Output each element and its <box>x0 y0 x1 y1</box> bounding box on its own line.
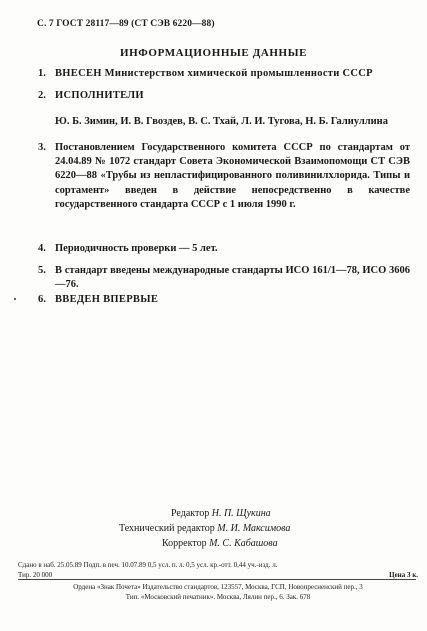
scan-speck <box>14 298 16 300</box>
editor-name: Н. П. Щукина <box>211 508 271 519</box>
item-number: 3. <box>38 142 46 153</box>
list-item-4 <box>38 242 410 256</box>
tech-editor-name: М. И. Максимова <box>217 523 291 534</box>
tech-editor-label: Технический редактор <box>119 523 215 534</box>
item-text: В стандарт введены международные стандарты ИСО 161/1—78, ИСО 3606—76. <box>55 265 410 290</box>
corrector-line <box>162 536 278 551</box>
corrector-name: М. С. Кабашова <box>209 538 278 549</box>
list-item-3 <box>38 141 410 212</box>
list-item-1 <box>38 67 410 81</box>
editor-label: Редактор <box>171 508 210 519</box>
publisher-info <box>18 582 418 602</box>
item-text: Постановлением Государственного комитета СССР по стандартам от 24.04.89 № 1072 стандарт Совета Экономической Взаимопомощи СТ СЭВ 6220—88 «Трубы из непластифицированного поливинилхлорида. Типы и сортамент» введен в действие непосредственно в качестве государственного стандарта СССР с 1 июля 1990 г. <box>55 142 410 210</box>
divider <box>18 579 416 580</box>
executors-list: Ю. Б. Зимин, И. В. Гвоздев, В. С. Тхай, Л. И. Тугова, Н. Б. Галиуллина <box>55 116 388 127</box>
printer-line: Тип. «Московский печатник». Москва, Лялин пер., 6. Зак. 678 <box>125 593 311 601</box>
item-number: 5. <box>38 265 46 276</box>
publisher-line: Ордена «Знак Почета» Издательство стандартов, 123557, Москва, ГСП, Новопресненский пер., 3 <box>73 583 363 591</box>
price: Цена 3 к. <box>389 571 418 579</box>
section-title: ИНФОРМАЦИОННЫЕ ДАННЫЕ <box>119 47 308 59</box>
item-number: 4. <box>38 243 46 254</box>
corrector-label: Корректор <box>162 538 207 549</box>
list-item-6 <box>38 293 410 307</box>
item-number: 2. <box>38 90 46 101</box>
list-item-5 <box>38 264 410 292</box>
page-header: С. 7 ГОСТ 28117—89 (СТ СЭВ 6220—88) <box>37 19 215 29</box>
tech-editor-line <box>119 521 290 536</box>
item-number: 1. <box>38 68 46 79</box>
item-text: ВВЕДЕН ВПЕРВЫЕ <box>55 294 159 305</box>
item-text: ВНЕСЕН Министерством химической промышленности СССР <box>55 68 373 79</box>
item-number: 6. <box>38 294 46 305</box>
publication-info <box>18 561 418 581</box>
item-text: ИСПОЛНИТЕЛИ <box>55 90 144 101</box>
print-data-line: Сдано в наб. 25.05.89 Подп. в печ. 10.07.89 0,5 усл. п. л. 0,5 усл. кр.-отт. 0,44 уч.-изд. л. <box>18 561 278 569</box>
item-text: Периодичность проверки — 5 лет. <box>55 243 218 254</box>
editor-line <box>171 506 271 521</box>
circulation: Тир. 20 000 <box>18 571 53 579</box>
list-item-2 <box>38 89 410 103</box>
